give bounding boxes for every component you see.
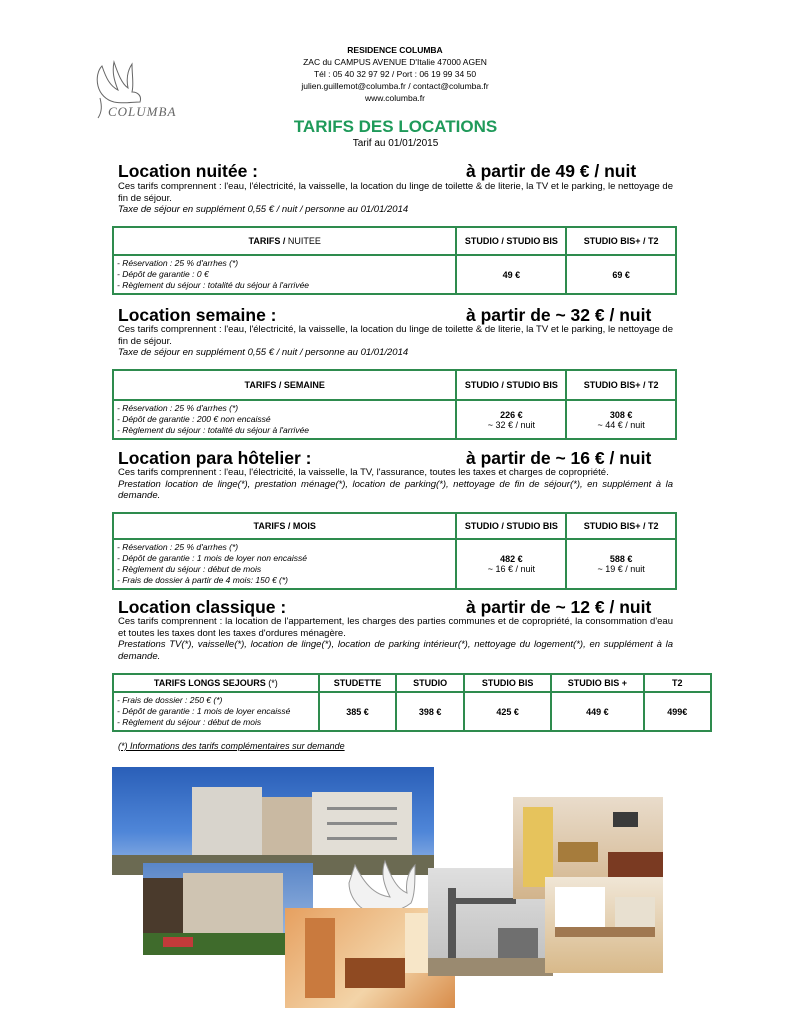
desc-text: Ces tarifs comprennent : l'eau, l'électricité, la vaisselle, la location du linge de toilette & de literie, la TV et le parking, le nettoyage de fin de séjour. (118, 324, 673, 347)
col-studette: STUDETTE (319, 674, 397, 692)
col-studio-bis-plus: STUDIO BIS + (551, 674, 643, 692)
desc-note: Taxe de séjour en supplément 0,55 € / nuit / personne au 01/01/2014 (118, 204, 409, 215)
desc-text: Ces tarifs comprennent : l'eau, l'électricité, la vaisselle, la location du linge de toilette & de literie, la TV et le parking, le nettoyage de fin de séjour. (118, 181, 673, 204)
residence-email[interactable]: julien.guillemot@columba.fr / contact@columba.fr (301, 81, 489, 91)
price-cell: 588 € ~ 19 € / nuit (566, 539, 676, 589)
conditions-cell: - Réservation : 25 % d'arrhes (*) - Dépôt de garantie : 200 € non encaissé - Règlement du séjour : totalité du séjour à l'arrivée (113, 400, 456, 439)
col-studio: STUDIO / STUDIO BIS (456, 513, 566, 539)
dove-icon (92, 58, 212, 122)
table-header: TARIFS / MOIS (113, 513, 456, 539)
section-title-nuitee: Location nuitée : (118, 161, 258, 181)
residence-phone: Tél : 05 40 32 97 92 / Port : 06 19 99 34 50 (313, 69, 477, 79)
table-semaine (112, 369, 677, 440)
table-mois (112, 512, 677, 590)
section-desc-classique (118, 616, 673, 662)
section-desc-nuitee (118, 181, 673, 216)
desc-note: Prestations TV(*), vaisselle(*), location de linge(*), location de parking intérieur(*), nettoyage du logement(*), en supplément à la demande. (118, 639, 673, 662)
tarif-date: Tarif au 01/01/2015 (352, 138, 439, 149)
desc-text: Ces tarifs comprennent : la location de l'appartement, les charges des parties communes et de copropriété, la consommation d'eau et toutes les taxes dont les taxes d'ordures ménagère. (118, 616, 673, 639)
col-studio-bis: STUDIO BIS (464, 674, 551, 692)
col-studio: STUDIO (396, 674, 464, 692)
residence-website[interactable]: www.columba.fr (365, 93, 425, 103)
price-cell: 226 € ~ 32 € / nuit (456, 400, 566, 439)
desc-note: Prestation location de linge(*), prestation ménage(*), location de parking(*), nettoyage de fin de séjour(*), en supplément à la demande. (118, 478, 673, 501)
desc-text: Ces tarifs comprennent : l'eau, l'électricité, la vaisselle, la TV, l'assurance, toutes les taxes et charges de copropriété. (118, 467, 609, 478)
residence-header (250, 44, 540, 104)
price-cell: 499€ (644, 692, 711, 731)
section-desc-para-hotelier (118, 467, 673, 502)
col-studio: STUDIO / STUDIO BIS (456, 370, 566, 400)
table-header: TARIFS LONGS SEJOURS (*) (113, 674, 319, 692)
table-longs-sejours (112, 673, 712, 732)
columba-logo (92, 58, 212, 122)
price-cell: 398 € (396, 692, 464, 731)
section-price-classique: à partir de ~ 12 € / nuit (466, 597, 652, 617)
section-desc-semaine (118, 324, 673, 359)
price-cell: 49 € (456, 255, 566, 294)
desc-note: Taxe de séjour en supplément 0,55 € / nuit / personne au 01/01/2014 (118, 347, 409, 358)
col-t2: T2 (644, 674, 711, 692)
price-cell: 425 € (464, 692, 551, 731)
price-cell: 449 € (551, 692, 643, 731)
conditions-cell: - Réservation : 25 % d'arrhes (*) - Dépôt de garantie : 1 mois de loyer non encaissé - Règlement du séjour : début de mois - Frais de dossier à partir de 4 mois: 150 € (*) (113, 539, 456, 589)
col-studio-bis-plus: STUDIO BIS+ / T2 (566, 227, 676, 255)
conditions-cell: - Frais de dossier : 250 € (*) - Dépôt de garantie : 1 mois de loyer encaissé - Règlement du séjour : début de mois (113, 692, 319, 731)
table-nuitee (112, 226, 677, 295)
residence-name: RESIDENCE COLUMBA (347, 45, 443, 55)
logo-text: COLUMBA (108, 104, 177, 119)
table-header: TARIFS / NUITEE (113, 227, 456, 255)
conditions-cell: - Réservation : 25 % d'arrhes (*) - Dépôt de garantie : 0 € - Règlement du séjour : totalité du séjour à l'arrivée (113, 255, 456, 294)
table-header: TARIFS / SEMAINE (113, 370, 456, 400)
section-title-para-hotelier: Location para hôtelier : (118, 448, 312, 468)
col-studio: STUDIO / STUDIO BIS (456, 227, 566, 255)
col-studio-bis-plus: STUDIO BIS+ / T2 (566, 370, 676, 400)
page-title: TARIFS DES LOCATIONS (293, 117, 498, 136)
col-studio-bis-plus: STUDIO BIS+ / T2 (566, 513, 676, 539)
section-price-nuitee: à partir de 49 € / nuit (466, 161, 637, 181)
price-cell: 69 € (566, 255, 676, 294)
footnote: (*) Informations des tarifs complémentaires sur demande (118, 741, 345, 751)
residence-address: ZAC du CAMPUS AVENUE D'Italie 47000 AGEN (303, 57, 487, 67)
price-cell: 482 € ~ 16 € / nuit (456, 539, 566, 589)
kitchen-photo (545, 877, 663, 973)
section-title-semaine: Location semaine : (118, 305, 277, 325)
price-cell: 308 € ~ 44 € / nuit (566, 400, 676, 439)
section-title-classique: Location classique : (118, 597, 287, 617)
section-price-para-hotelier: à partir de ~ 16 € / nuit (466, 448, 652, 468)
price-cell: 385 € (319, 692, 397, 731)
section-price-semaine: à partir de ~ 32 € / nuit (466, 305, 652, 325)
